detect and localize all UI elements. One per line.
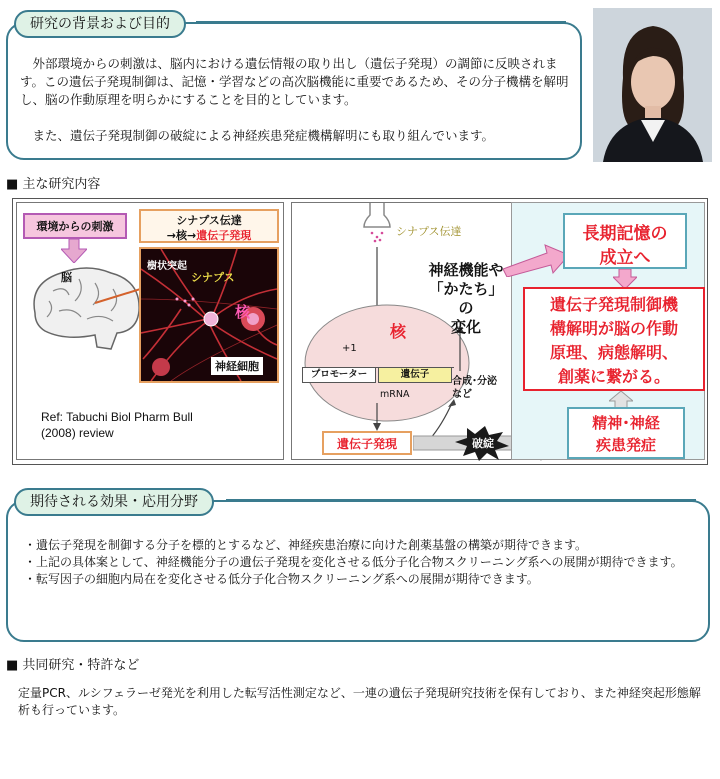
synthesis-text bbox=[452, 375, 497, 401]
background-paragraph-2: また、遺伝子発現制御の破綻による神経疾患発症機構解明にも取り組んでいます。 bbox=[32, 128, 495, 143]
up-to-memory-arrow bbox=[613, 269, 637, 289]
nucleus-label: 核 bbox=[390, 322, 407, 341]
function-line-1: 神経機能や bbox=[428, 261, 504, 279]
breakdown-label: 破綻 bbox=[472, 437, 494, 450]
dendrite-label: 樹状突起 bbox=[147, 261, 187, 272]
effects-title-rule bbox=[226, 499, 696, 501]
long-term-memory-line-1: 長期記憶の bbox=[582, 224, 668, 244]
collab-heading: ■ 共同研究・特許など bbox=[6, 658, 140, 673]
function-line-4: 変化 bbox=[450, 318, 481, 336]
middle-panel bbox=[291, 202, 513, 460]
background-title-rule bbox=[196, 21, 566, 23]
collab-text: 定量PCR、ルシフェラーゼ発光を利用した転写活性測定など、一連の遺伝子発現研究技術を保有しており、また神経突起形態解析も行っています。 bbox=[18, 686, 701, 717]
synapse-title-line2-highlight: 遺伝子発現 bbox=[196, 229, 252, 242]
synapse-title-line1: シナプス伝達 bbox=[176, 214, 242, 227]
brain-label: 脳 bbox=[61, 271, 72, 284]
main-research-heading: ■ 主な研究内容 bbox=[6, 177, 101, 192]
conclusion-line-1: 遺伝子発現制御機 bbox=[549, 295, 678, 314]
promoter-gene-bar bbox=[302, 367, 454, 383]
research-diagram bbox=[12, 198, 708, 465]
background-title: 研究の背景および目的 bbox=[14, 10, 186, 38]
disease-box bbox=[567, 407, 685, 459]
synthesis-line-2: など bbox=[452, 389, 472, 400]
function-change-text bbox=[418, 261, 514, 337]
reference-line-2: (2008) review bbox=[41, 426, 114, 440]
conclusion-text bbox=[525, 293, 703, 389]
background-paragraph-1: 外部環境からの刺激は、脳内における遺伝情報の取り出し（遺伝子発現）の調節に反映されます。この遺伝子発現制御は、記憶・学習などの高次脳機能に重要であるため、その分子機構を解明し、脳の作動原理を明らかにすることを目的としています。 bbox=[20, 56, 569, 107]
stimulus-arrow bbox=[61, 239, 87, 263]
mrna-label: mRNA bbox=[380, 389, 410, 400]
long-term-memory-line-2: 成立へ bbox=[599, 248, 651, 268]
conclusion-line-2: 構解明が脳の作動 bbox=[549, 319, 678, 338]
effects-item-3: ・転写因子の細胞内局在を変化させる低分子化合物スクリーニング系への展開が期待できます。 bbox=[24, 572, 539, 586]
reference-text bbox=[41, 409, 193, 441]
synapse-transmission-label: シナプス伝達 bbox=[396, 225, 462, 238]
promoter-box: プロモーター bbox=[302, 367, 376, 383]
conclusion-line-3: 原理、病態解明、 bbox=[549, 343, 678, 362]
conclusion-box bbox=[523, 287, 705, 391]
synapse-title-box bbox=[139, 209, 279, 243]
long-term-memory-box bbox=[563, 213, 687, 269]
function-line-2: 「かたち」 bbox=[428, 280, 504, 298]
effects-list bbox=[24, 537, 704, 588]
gene-box: 遺伝子 bbox=[378, 367, 452, 383]
reference-line-1: Ref: Tabuchi Biol Pharm Bull bbox=[41, 410, 193, 424]
nucleus-small-label: 核 bbox=[235, 303, 251, 321]
neuron-micrograph bbox=[139, 247, 279, 383]
conclusion-line-4: 創薬に繋がる。 bbox=[557, 367, 670, 386]
synapse-title-line2-prefix: →核→ bbox=[166, 229, 197, 242]
external-stimulus-box: 環境からの刺激 bbox=[23, 213, 127, 239]
left-panel bbox=[16, 202, 284, 460]
gene-expression-box: 遺伝子発現 bbox=[322, 431, 412, 455]
memory-arrow bbox=[503, 243, 569, 277]
effects-item-2: ・上記の具体案として、神経機能分子の遺伝子発現を変化させる低分子化合物スクリーニング系への展開が期待できます。 bbox=[24, 555, 683, 569]
brain-illustration bbox=[25, 261, 147, 353]
effects-item-1: ・遺伝子発現を制御する分子を標的とするなど、神経疾患治療に向けた創薬基盤の構築が期待できます。 bbox=[24, 538, 588, 552]
synthesis-line-1: 合成･分泌 bbox=[452, 376, 497, 387]
disease-line-2: 疾患発症 bbox=[595, 436, 656, 454]
researcher-photo bbox=[593, 8, 712, 162]
disease-line-1: 精神･神経 bbox=[592, 414, 660, 432]
plus-one-label: +1 bbox=[342, 343, 357, 354]
effects-title: 期待される効果・応用分野 bbox=[14, 488, 214, 516]
neuron-label: 神経細胞 bbox=[211, 357, 263, 375]
synapse-title-line2 bbox=[141, 227, 277, 243]
synapse-small-label: シナプス bbox=[191, 271, 235, 284]
function-line-3: の bbox=[458, 299, 474, 317]
